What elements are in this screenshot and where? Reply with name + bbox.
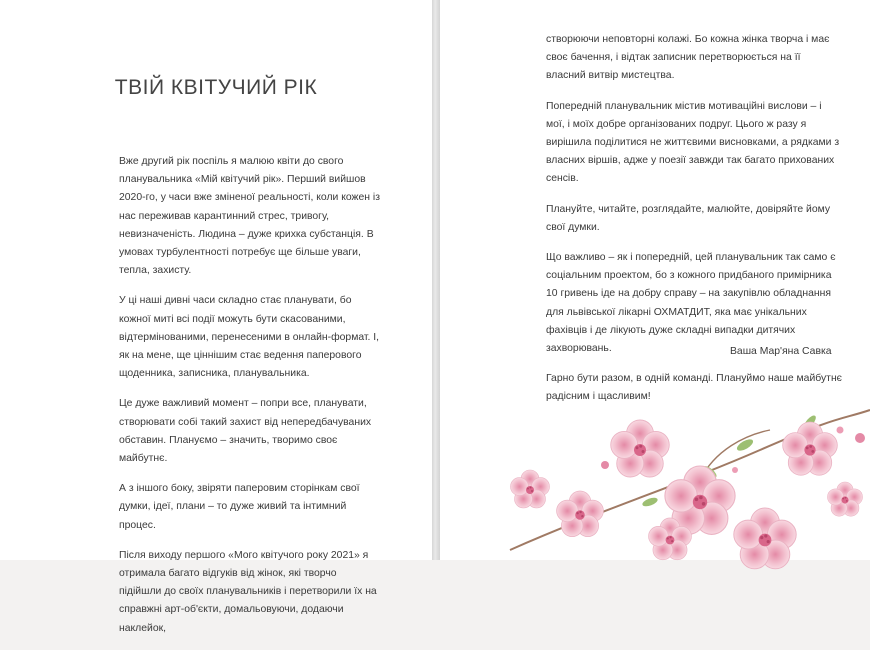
signature: Ваша Мар'яна Савка <box>730 346 832 357</box>
bud <box>601 461 609 469</box>
paragraph: Вже другий рік поспіль я малюю квіти до свого планувальника «Мій квітучий рік». Перший вийшов 2020-го, у часи вже зміненої реальності, коли кожен із нас переживав карантинний стрес, тривогу, невизначеність. Людина – дуже крихка субстанція. В умовах турбулентності потребує ще більше уваги, тепла, захисту. <box>119 156 380 277</box>
blossom <box>611 420 670 477</box>
paragraph: Що важливо – як і попередній, цей планувальник так само є соціальним проектом, бо з кожного придбаного примірника 10 гривень іде на добру справу – на закупівлю обладнання для львівської лікарні ОХМАТДИТ, яка має унікальних фахівців і де лікують дуже складні випадки дитячих захворювань. <box>546 252 836 355</box>
left-body-text <box>119 153 381 650</box>
paragraph: А з іншого боку, звіряти паперовим сторінкам свої думки, ідеї, плани – то дуже живий та інтимний процес. <box>119 483 360 531</box>
paragraph: У ці наші дивні часи складно стає планувати, бо кожної миті всі події можуть бути скасованими, відтермінованими, перенесеними в онлайн-формат. І, як на мене, ще ціннішим стає ведення паперового щоденника, записника, планувальника. <box>119 295 380 380</box>
paragraph: Плануйте, читайте, розглядайте, малюйте, довіряйте йому свої думки. <box>546 203 831 233</box>
page-title: ТВІЙ КВІТУЧИЙ РІК <box>114 76 318 99</box>
paragraph: Гарно бути разом, в одній команді. Плануймо наше майбутнє радісним і щасливим! <box>546 373 842 403</box>
paragraph: Попередній планувальник містив мотиваційні вислови – і мої, і моїх добре організованих подруг. Цього ж разу я вирішила поділитися не життєвими висновками, а рядками з власних віршів, адже у поезії завжди так багато прихованих сенсів. <box>546 100 840 185</box>
leaf <box>735 437 755 453</box>
paragraph: створюючи неповторні колажі. Бо кожна жінка творча і має своє бачення, і відтак записник перетворюється на її власний витвір мистецтва. <box>546 34 830 82</box>
left-page <box>0 0 432 634</box>
blossom <box>783 422 838 475</box>
paragraph: Після виходу першого «Мого квітучого року 2021» я отримала багато відгуків від жінок, які творчо підійшли до своїх планувальників і перетворили їх на справжні арт-об'єкти, домальовуючи, додаючи наклейок, <box>119 549 377 634</box>
blossom <box>734 508 796 569</box>
book-gutter <box>432 0 440 560</box>
bud <box>855 433 865 443</box>
right-page <box>440 0 870 560</box>
right-body-text <box>546 31 842 419</box>
blossom <box>511 470 550 508</box>
paragraph: Це дуже важливий момент – попри все, планувати, створювати собі такий захист від непередбачуваних обставин. Плануємо – значить, творимо своє майбутнє. <box>119 398 372 465</box>
cherry-blossom-illustration <box>510 390 870 560</box>
bud <box>837 427 844 434</box>
bud <box>732 467 738 473</box>
leaf <box>641 496 658 508</box>
blossom <box>827 482 862 516</box>
blossom <box>557 491 604 537</box>
